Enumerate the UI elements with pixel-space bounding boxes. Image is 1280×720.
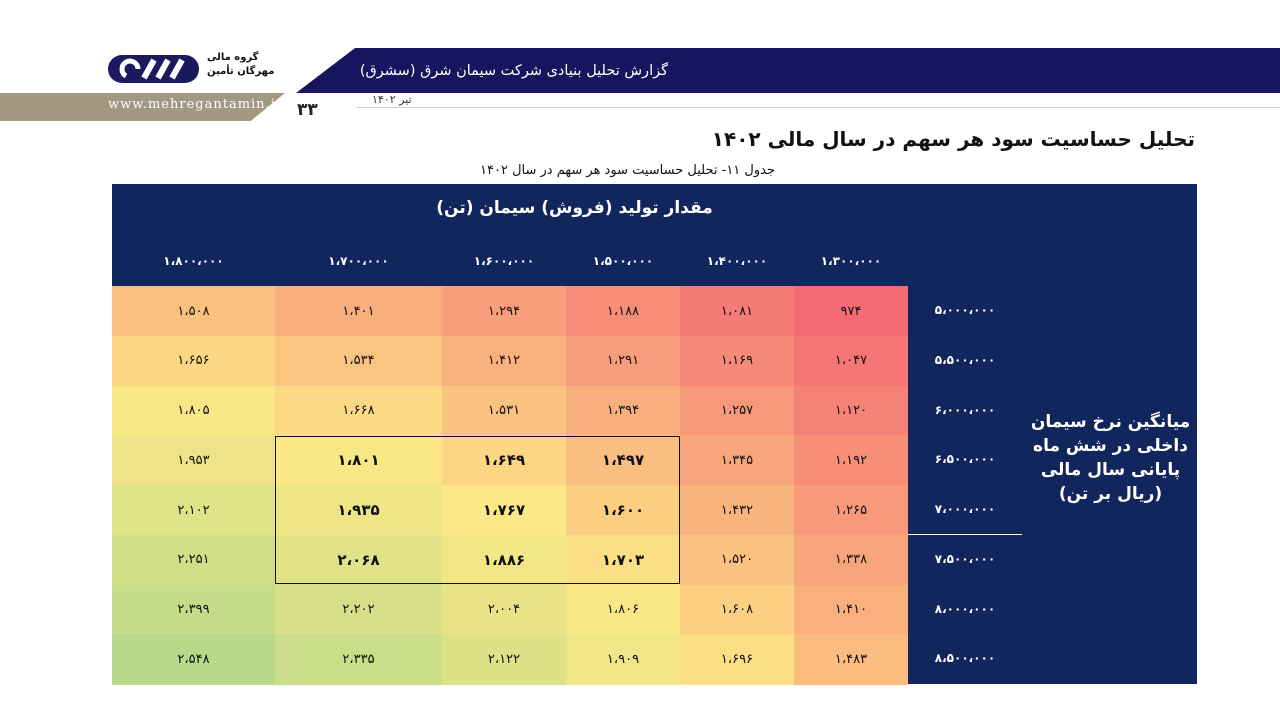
table-cell: ۱،۵۲۰ — [680, 535, 794, 585]
column-axis-header — [112, 184, 1197, 236]
table-cell: ۱،۸۸۶ — [442, 535, 566, 585]
table-cell: ۱،۲۹۴ — [442, 286, 566, 336]
table-cell: ۲،۱۰۲ — [112, 485, 275, 535]
column-header: ۱،۳۰۰،۰۰۰ — [820, 254, 882, 268]
table-cell: ۱،۹۳۵ — [275, 485, 442, 535]
table-cell: ۱،۴۱۲ — [442, 336, 566, 386]
row-header: ۷،۰۰۰،۰۰۰ — [934, 502, 996, 516]
table-cell: ۱،۸۰۱ — [275, 435, 442, 485]
table-cell: ۲،۱۲۲ — [442, 634, 566, 684]
table-cell: ۲،۲۵۱ — [112, 535, 275, 585]
table-cell: ۱،۱۹۲ — [794, 435, 908, 485]
table-cell: ۱،۳۳۸ — [794, 535, 908, 585]
table-cell: ۱،۴۹۷ — [566, 435, 680, 485]
table-cell: ۱،۶۹۶ — [680, 634, 794, 684]
row-header: ۶،۰۰۰،۰۰۰ — [934, 402, 996, 417]
row-header: ۵،۵۰۰،۰۰۰ — [934, 352, 996, 367]
table-cell: ۲،۳۹۹ — [112, 585, 275, 635]
table-cell: ۱،۰۸۱ — [680, 286, 794, 336]
table-cell: ۱،۳۹۴ — [566, 386, 680, 436]
table-cell: ۱،۸۰۵ — [112, 386, 275, 436]
page-number: ۳۳ — [297, 100, 318, 120]
table-cell: ۲،۰۶۸ — [275, 535, 442, 585]
table-cell: ۱،۷۰۳ — [566, 535, 680, 585]
table-cell: ۱،۴۰۱ — [275, 286, 442, 336]
table-cell: ۲،۲۰۲ — [275, 585, 442, 635]
table-cell: ۱،۳۴۵ — [680, 435, 794, 485]
column-header: ۱،۵۰۰،۰۰۰ — [592, 254, 654, 268]
table-cell: ۱،۲۹۱ — [566, 336, 680, 386]
header-divider — [356, 107, 1280, 108]
column-header: ۱،۷۰۰،۰۰۰ — [328, 254, 389, 268]
row-header: ۷،۵۰۰،۰۰۰ — [934, 551, 996, 566]
base-case-highlight — [275, 436, 680, 584]
section-title: تحلیل حساسیت سود هر سهم در سال مالی ۱۴۰۲ — [711, 127, 1195, 151]
table-cell: ۱،۵۳۱ — [442, 386, 566, 436]
table-cell: ۲،۳۳۵ — [275, 634, 442, 684]
brand-logo-icon — [106, 52, 201, 86]
table-cell: ۱،۶۵۶ — [112, 336, 275, 386]
table-cell: ۲،۰۰۴ — [442, 585, 566, 635]
table-caption: جدول ۱۱- تحلیل حساسیت سود هر سهم در سال ۱۴۰۲ — [480, 163, 775, 178]
table-cell: ۱،۴۸۳ — [794, 634, 908, 684]
table-cell: ۱،۶۴۹ — [442, 435, 566, 485]
report-title: گزارش تحلیل بنیادی شرکت سیمان شرق (سشرق) — [359, 63, 668, 79]
report-date: تیر ۱۴۰۲ — [372, 93, 412, 106]
table-cell: ۱،۵۰۸ — [112, 286, 275, 336]
table-cell: ۱،۰۴۷ — [794, 336, 908, 386]
table-cell: ۱،۹۵۳ — [112, 435, 275, 485]
row-axis-title: میانگین نرخ سیمان داخلی در شش ماه پایانی سال مالی (ریال بر تن) — [1030, 412, 1191, 504]
table-cell: ۹۷۴ — [794, 286, 908, 336]
table-cell: ۱،۸۰۶ — [566, 585, 680, 635]
table-cell: ۱،۲۶۵ — [794, 485, 908, 535]
column-header: ۱،۴۰۰،۰۰۰ — [706, 254, 768, 268]
table-cell: ۱،۴۱۰ — [794, 585, 908, 635]
table-cell: ۲،۵۴۸ — [112, 634, 275, 684]
table-cell: ۱،۱۶۹ — [680, 336, 794, 386]
row-header: ۶،۵۰۰،۰۰۰ — [934, 452, 996, 467]
column-header: ۱،۶۰۰،۰۰۰ — [473, 254, 535, 268]
table-cell: ۱،۹۰۹ — [566, 634, 680, 684]
table-cell: ۱،۶۰۰ — [566, 485, 680, 535]
table-cell: ۱،۶۶۸ — [275, 386, 442, 436]
table-cell: ۱،۷۶۷ — [442, 485, 566, 535]
website-url: www.mehregantamin.ir — [108, 97, 284, 112]
column-axis-title: مقدار تولید (فروش) سیمان (تن) — [436, 198, 713, 218]
logo-line2: مهرگان تأمین — [207, 66, 275, 77]
row-header: ۵،۰۰۰،۰۰۰ — [934, 303, 996, 317]
table-cell: ۱،۲۵۷ — [680, 386, 794, 436]
table-cell: ۱،۵۳۴ — [275, 336, 442, 386]
logo-line1: گروه مالی — [207, 52, 259, 63]
table-cell: ۱،۱۲۰ — [794, 386, 908, 436]
row-header: ۸،۵۰۰،۰۰۰ — [934, 651, 996, 666]
table-cell: ۱،۶۰۸ — [680, 585, 794, 635]
column-header: ۱،۸۰۰،۰۰۰ — [163, 254, 224, 268]
table-cell: ۱،۱۸۸ — [566, 286, 680, 336]
row-axis-divider — [908, 534, 1022, 535]
table-cell: ۱،۴۳۲ — [680, 485, 794, 535]
row-header: ۸،۰۰۰،۰۰۰ — [934, 601, 996, 616]
